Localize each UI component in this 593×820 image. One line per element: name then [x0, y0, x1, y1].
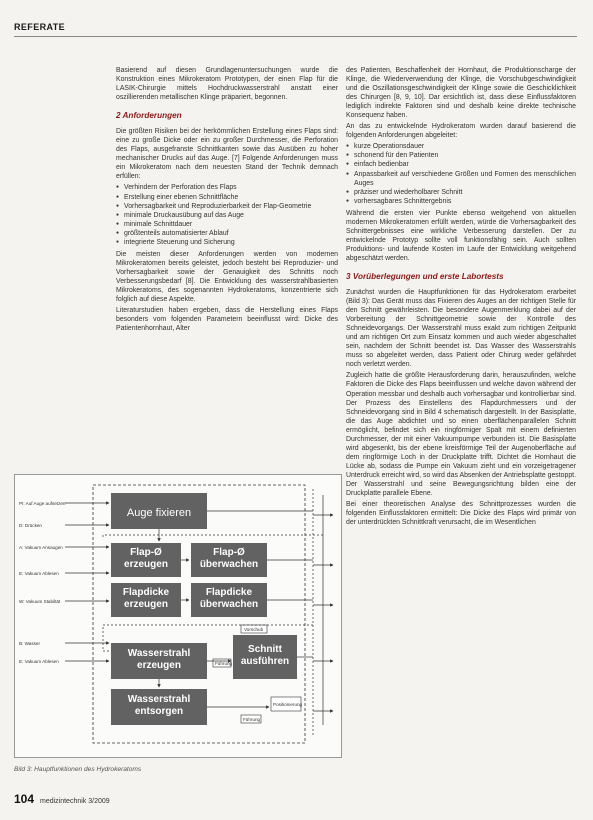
input-label: E: Vakuum Ablesen — [19, 659, 59, 664]
input-label: B: Wasser — [19, 641, 41, 646]
list-item: ● Erstellung einer ebenen Schnittfläche — [116, 193, 338, 202]
header-divider — [14, 36, 577, 37]
list-item: ● vorhersagbares Schnittergebnis — [346, 197, 576, 206]
paragraph: Während die ersten vier Punkte ebenso weitgehend von aktuellen modernen Mikrokeratomen erfüllt werden, würde die Vorhersagbarkeit des Schnittergebnisses eine wirkliche Verbesserung darstellen. Der zu entwickelnde Prototyp sollte voll funktionsfähig sein. Auch sollten Produktions- und laufende Kosten im Laufe der Entwicklung weitgehend abgeschätzt werden. — [346, 209, 576, 262]
section-title: 2 Anforderungen — [116, 111, 182, 121]
left-column — [116, 66, 338, 335]
list-item: ● integrierte Steuerung und Sicherung — [116, 238, 338, 247]
paragraph: Zunächst wurden die Hauptfunktionen für das Hydrokeratom erarbeitet (Bild 3): Das Gerät muss das Fixieren des Auges an der richtigen Stelle für den Schnitt gewährleisten. Die besondere Augenmerklung dabei auf der Vorbereitung der Schnittgeometrie sowie der Kontrolle des Schneidevorgangs. Der Wasserstrahl muss exakt zum richtigen Zeitpunkt und am richtigen Ort zum Einsatz kommen und auch wieder abgeschaltet sein, nachdem der Schnitt beendet ist. Das Wasser des Wasserstrahls muss so abgeleitet werden, dass Patient oder Chirurg weder gefährdet noch verletzt werden. — [346, 288, 576, 369]
figure-caption: Bild 3: Hauptfunktionen des Hydrokeratoms — [14, 766, 142, 773]
paragraph: des Patienten, Beschaffenheit der Hornhaut, die Produktionscharge der Klinge, die Wiederverwendung der Klinge, die Vorschubgeschwindigkeit und die Oszillationsgeschwindigkeit der Klinge sowie die Geschicklichkeit des Chirurgen [8, 9, 10]. Dar ersichtlich ist, dass diese Einflussfaktoren lediglich indirekte Faktoren sind und deshalb keine direkte technische Konsequenz haben. — [346, 67, 576, 120]
block-label: Flapdicke erzeugen — [122, 587, 170, 610]
paragraph: Zugleich hatte die größte Herausforderung darin, herauszufinden, welche Faktoren die Dicke des Flaps beeinflussen und welche davon während der Operation messbar und deshalb auch vorhersagbar und kontrollierbar sind. Der Prozess des Einstellens des Flapdurchmessers und der Schneidevorgang sind in Bild 4 schematisch dargestellt. In der Basisplatte, die das Auge abdichtet und so einen oberflächenparallelen Schnitt ermöglicht, befindet sich ein ringförmiger Spalt mit einem definierten Durchmesser, der mit einer Vakuumpumpe verbunden ist. Die Basisplatte wird abgesenkt, bis der ebene kreisförmige Teil der Augenoberfläche auf dem ringförmige Loch in der Druckplatte trifft. Dichtet die Hornhaut die Lücke ab, sodass die Pumpe ein Vakuum zieht und ein vorzeigetragener Unterdruck erreicht wird, so wird das Absenken der Antriebsplatte gestoppt. Der Wasserstrahl und seine Bewegungsrichtung bilden eine der Druckplatte parallele Ebene. — [346, 372, 576, 498]
block-text-wrapper — [111, 583, 181, 617]
list-item: ● minimale Druckausübung auf das Auge — [116, 211, 338, 220]
function-diagram-svg — [15, 475, 341, 757]
small-box-label: Führung — [215, 661, 233, 666]
input-label: A: Vakuum Ansaugen — [19, 545, 63, 550]
block-text-wrapper — [111, 689, 207, 725]
block-label: Flap-Ø erzeugen — [124, 547, 168, 570]
block-text-wrapper — [111, 643, 207, 679]
list-item: ● Verhindern der Perforation des Flaps — [116, 183, 338, 192]
list-item: ● größtenteils automatisierter Ablauf — [116, 229, 338, 238]
function-diagram — [14, 474, 342, 758]
journal-name: medizintechnik 3/2009 — [39, 798, 110, 805]
list-item: ● Anpassbarkeit auf verschiedene Größen und Formen des menschlichen Auges — [346, 170, 576, 188]
requirements-list — [116, 183, 338, 246]
list-item: ● kurze Operationsdauer — [346, 142, 576, 151]
input-label: D: Drücken — [19, 523, 42, 528]
block-label: Schnitt ausführen — [240, 644, 290, 667]
block-text-wrapper — [191, 583, 267, 617]
input-label: E: Vakuum Ablesen — [19, 571, 59, 576]
input-label: W: Vakuum Stabiltät — [19, 599, 61, 604]
list-item: ● präziser und wiederholbarer Schnitt — [346, 188, 576, 197]
list-item: ● einfach bedienbar — [346, 160, 576, 169]
paragraph: Literaturstudien haben ergeben, dass die Herstellung eines Flaps besonders vom folgenden Parametern beeinflusst wird: Dicke des Patientenhornhaut, Alter — [116, 307, 338, 333]
block-label: Wasserstrahl entsorgen — [127, 694, 191, 717]
small-box-label: Vorschub — [244, 627, 264, 632]
small-box-label: Positionierung — [273, 702, 303, 707]
section-header: REFERATE — [14, 22, 66, 32]
paragraph: Die meisten dieser Anforderungen werden von modernen Mikrokeratomen bereits geleistet, jedoch besteht bei Reproduzier- und Vorhersagbarkeit sowie der Genauigkeit des Schnitts noch Verbesserungsbedarf [8]. Die Entwicklung des wasserstrahlbasierten Mikrokeratoms, des sogenannten Hydrokeratoms, konzentrierte sich folglich auf diese Aspekte. — [116, 250, 338, 304]
paragraph: Die größten Risiken bei der herkömmlichen Erstellung eines Flaps sind: eine zu große Dicke oder ein zu großer Durchmesser, die Perforation des Flaps, ausgefranste Schnittkanten sowie das Ausüben zu hoher mechanischer Drucks auf das Auge. [7] Folgende Anforderungen muss ein Mikrokeratom nach dem neuesten Stand der Technik demnach erfüllen: — [116, 128, 338, 181]
hydrokeratom-requirements-list — [346, 142, 576, 205]
paragraph: Bei einer theoretischen Analyse des Schnittprozesses wurden die folgenden Einflussfaktoren ermittelt: Die Dicke des Flaps wird primär von der unterdrückten Schnittkraft verursacht, die im Wesentlichen — [346, 501, 576, 527]
section-title: 3 Vorüberlegungen und erste Labortests — [346, 271, 504, 281]
list-item: ● minimale Schnittdauer — [116, 220, 338, 229]
flow-arrow — [103, 535, 323, 539]
right-column — [346, 66, 576, 529]
block-text-wrapper — [191, 543, 267, 577]
block-label: Flapdicke überwachen — [199, 587, 259, 610]
page-number: 104 — [14, 792, 35, 806]
block-label: Auge fixieren — [126, 507, 192, 519]
page-footer — [14, 792, 110, 806]
paragraph: An das zu entwickelnde Hydrokeratom wurden darauf basierend die folgenden Anforderungen abgeleitet: — [346, 123, 576, 140]
list-item: ● schonend für den Patienten — [346, 151, 576, 160]
paragraph: Basierend auf diesen Grundlagenuntersuchungen wurde die Konstruktion eines Mikrokeratom Prototypen, der einen Flap für die LASIK-Chirurgie mittels Hochdruckwasserstrahl anstatt einer oszillierenden metallischen Klinge präpariert, begonnen. — [116, 67, 338, 102]
block-text-wrapper — [233, 635, 297, 679]
small-box-label: Führung — [243, 717, 261, 722]
input-label: PI: Auf Auge aufsetzen — [19, 501, 66, 506]
block-text-wrapper — [111, 543, 181, 577]
block-label: Flap-Ø überwachen — [199, 547, 259, 570]
list-item: ● Vorhersagbarkeit und Reproduzierbarkeit der Flap-Geometrie — [116, 202, 338, 211]
block-label: Wasserstrahl erzeugen — [127, 648, 191, 671]
